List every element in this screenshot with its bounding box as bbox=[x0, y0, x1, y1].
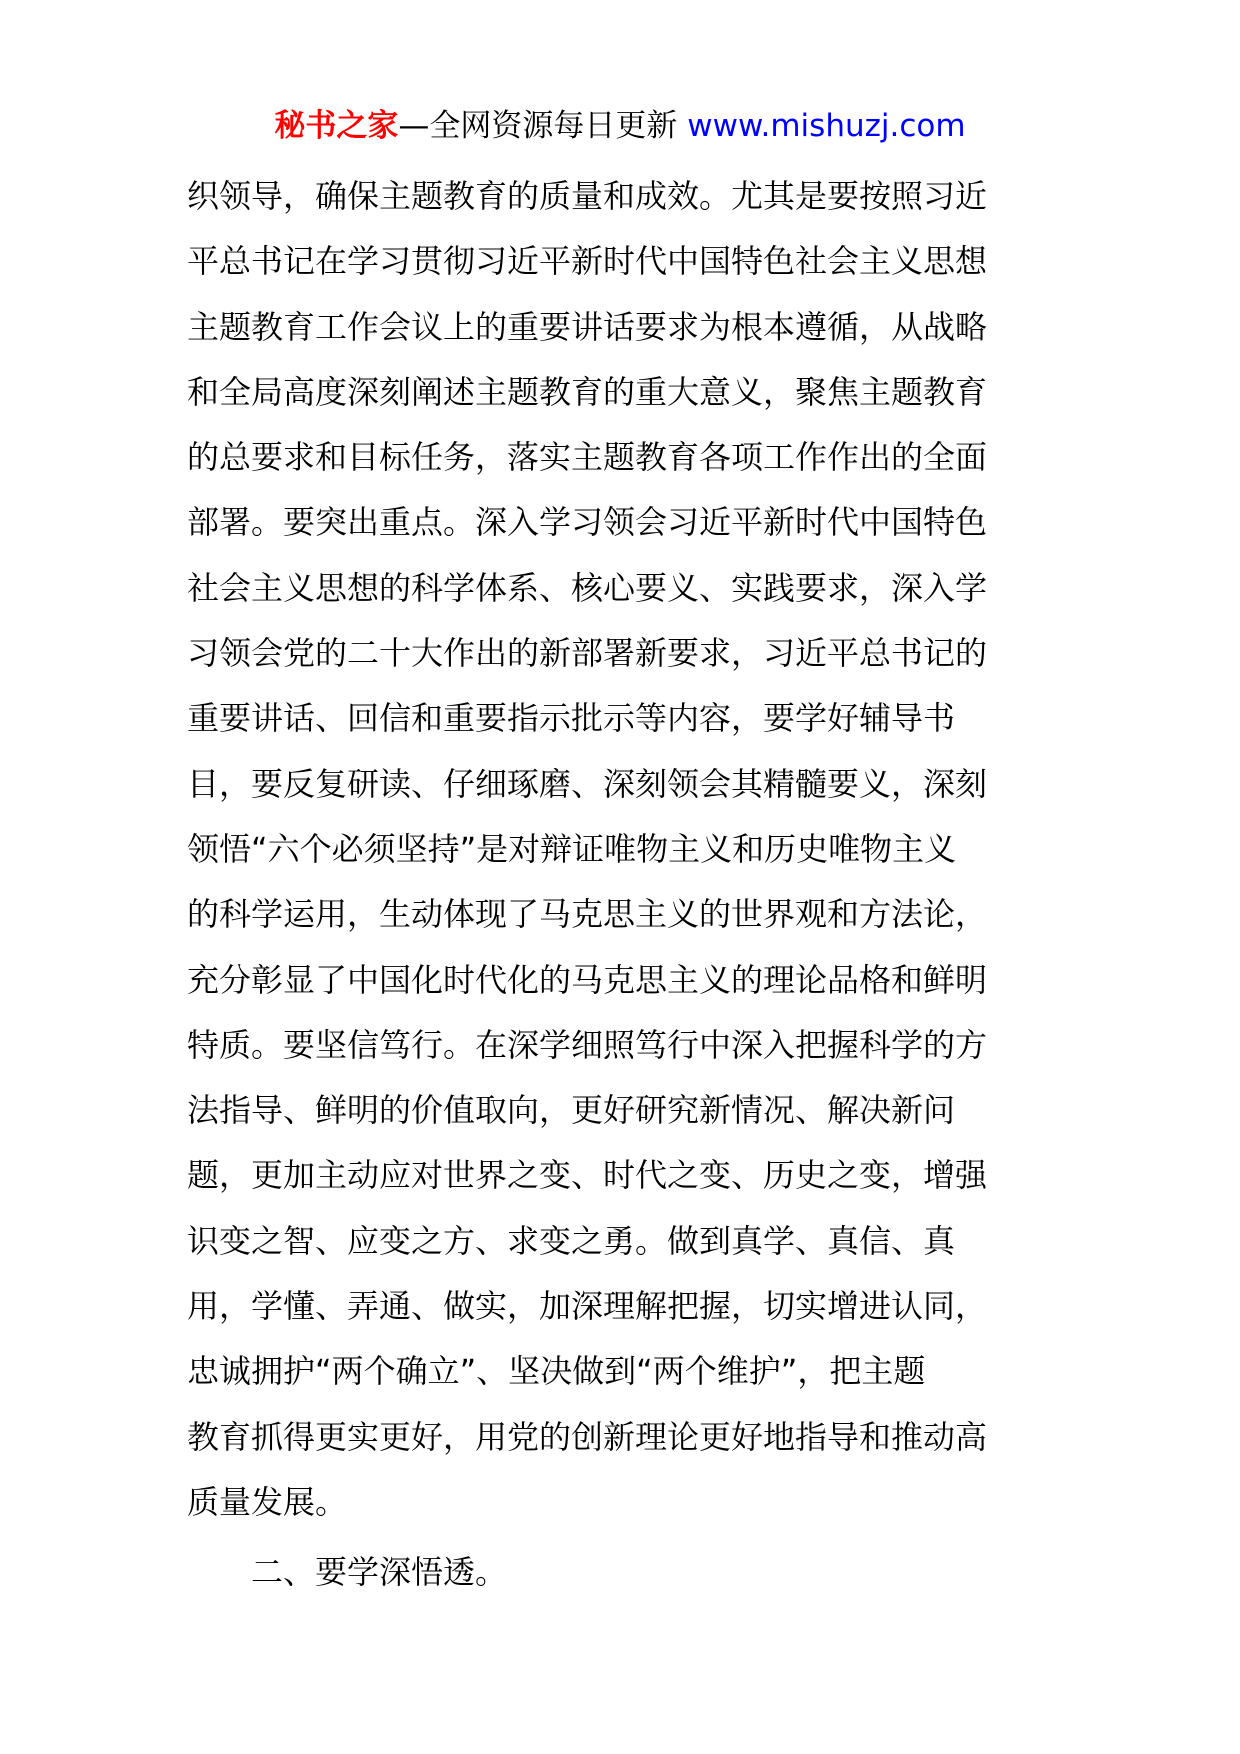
paragraph-line: 质量发展。 bbox=[187, 1482, 348, 1521]
site-url-link[interactable]: www.mishuzj.com bbox=[687, 108, 966, 144]
paragraph-line: 的总要求和目标任务，落实主题教育各项工作作出的全面 bbox=[187, 438, 988, 477]
site-brand: 秘书之家 bbox=[274, 108, 399, 144]
paragraph-line: 部署。要突出重点。深入学习领会习近平新时代中国特色 bbox=[187, 503, 988, 542]
paragraph-line: 目，要反复研读、仔细琢磨、深刻领会其精髓要义，深刻 bbox=[187, 764, 988, 803]
site-slogan: —全网资源每日更新 bbox=[398, 108, 688, 144]
paragraph-line: 识变之智、应变之方、求变之勇。做到真学、真信、真 bbox=[187, 1221, 956, 1260]
paragraph-line: 充分彰显了中国化时代化的马克思主义的理论品格和鲜明 bbox=[187, 960, 988, 999]
paragraph-line: 平总书记在学习贯彻习近平新时代中国特色社会主义思想 bbox=[187, 242, 988, 281]
paragraph-line: 领悟“六个必须坚持”是对辩证唯物主义和历史唯物主义 bbox=[187, 829, 957, 868]
paragraph-line: 主题教育工作会议上的重要讲话要求为根本遵循，从战略 bbox=[187, 307, 988, 346]
paragraph-line: 习领会党的二十大作出的新部署新要求，习近平总书记的 bbox=[187, 634, 988, 673]
section-heading: 二、要学深悟透。 bbox=[251, 1553, 508, 1592]
paragraph-line: 社会主义思想的科学体系、核心要义、实践要求，深入学 bbox=[187, 568, 988, 607]
paragraph-line: 织领导，确保主题教育的质量和成效。尤其是要按照习近 bbox=[187, 177, 988, 215]
paragraph-line: 重要讲话、回信和重要指示批示等内容，要学好辅导书 bbox=[187, 699, 956, 738]
paragraph-line: 的科学运用，生动体现了马克思主义的世界观和方法论， bbox=[187, 895, 988, 934]
paragraph-line: 法指导、鲜明的价值取向，更好研究新情况、解决新问 bbox=[187, 1091, 956, 1130]
paragraph-line: 特质。要坚信笃行。在深学细照笃行中深入把握科学的方 bbox=[187, 1025, 988, 1064]
document-body bbox=[187, 164, 1055, 1606]
paragraph-line: 用，学懂、弄通、做实，加深理解把握，切实增进认同， bbox=[187, 1287, 988, 1326]
paragraph-line: 题，更加主动应对世界之变、时代之变、历史之变，增强 bbox=[187, 1156, 988, 1195]
paragraph-line: 和全局高度深刻阐述主题教育的重大意义，聚焦主题教育 bbox=[187, 372, 988, 411]
paragraph-line: 教育抓得更实更好，用党的创新理论更好地指导和推动高 bbox=[187, 1417, 988, 1456]
document-header bbox=[0, 98, 1240, 154]
paragraph-line: 忠诚拥护“两个确立”、坚决做到“两个维护”，把主题 bbox=[187, 1352, 926, 1391]
